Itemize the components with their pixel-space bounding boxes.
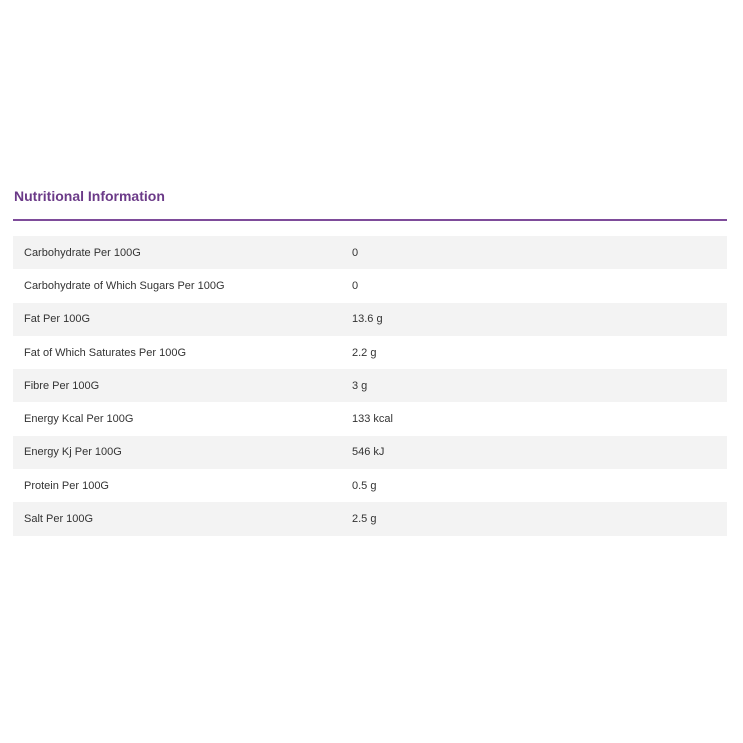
nutrient-value: 0.5 g (352, 469, 727, 502)
nutrient-label: Fat of Which Saturates Per 100G (13, 336, 352, 369)
table-row (13, 469, 727, 502)
nutrient-value: 133 kcal (352, 402, 727, 435)
section-title: Nutritional Information (14, 188, 165, 204)
table-row (13, 269, 727, 302)
nutrient-label: Fat Per 100G (13, 303, 352, 336)
title-divider (13, 219, 727, 221)
table-row (13, 436, 727, 469)
table-row (13, 502, 727, 535)
nutrient-value: 2.2 g (352, 336, 727, 369)
nutrient-value: 13.6 g (352, 303, 727, 336)
nutrient-value: 3 g (352, 369, 727, 402)
nutrient-value: 0 (352, 269, 727, 302)
nutrient-label: Carbohydrate of Which Sugars Per 100G (13, 269, 352, 302)
nutrient-label: Energy Kj Per 100G (13, 436, 352, 469)
table-row (13, 303, 727, 336)
table-row (13, 236, 727, 269)
nutrient-value: 0 (352, 236, 727, 269)
table-row (13, 402, 727, 435)
nutrient-value: 2.5 g (352, 502, 727, 535)
nutrient-label: Energy Kcal Per 100G (13, 402, 352, 435)
nutrient-label: Salt Per 100G (13, 502, 352, 535)
table-row (13, 336, 727, 369)
nutrition-section (13, 186, 727, 536)
nutrient-label: Protein Per 100G (13, 469, 352, 502)
nutrient-label: Carbohydrate Per 100G (13, 236, 352, 269)
nutrient-value: 546 kJ (352, 436, 727, 469)
nutrition-table (13, 236, 727, 536)
table-row (13, 369, 727, 402)
nutrient-label: Fibre Per 100G (13, 369, 352, 402)
